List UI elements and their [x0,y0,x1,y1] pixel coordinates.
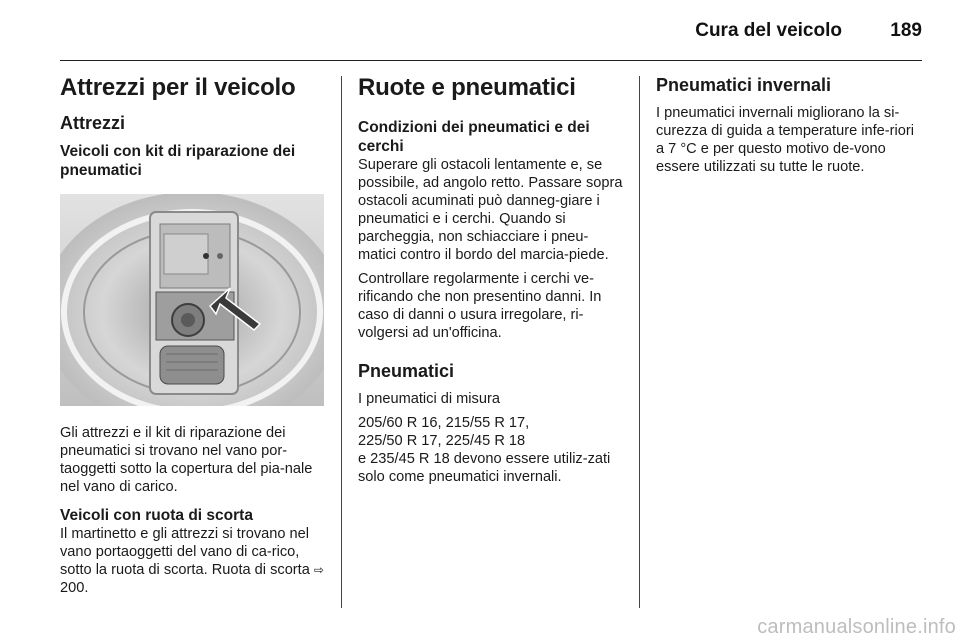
heading-tyre-rim-condition: Condizioni dei pneumatici e dei cerchi [358,119,590,155]
heading-winter-tyres: Pneumatici invernali [656,75,832,95]
page-number: 189 [890,20,922,41]
page-reference-link[interactable]: 200. [60,580,89,596]
header-divider [60,60,922,61]
repair-kit-location-text: Gli attrezzi e il kit di riparazione dei pneumatici si trovano nel vano por-taoggetti sotto la copertura del pia-nale nel vano di carico. [60,425,313,495]
cargo-floor-drawing [60,194,324,406]
heading-tyres: Pneumatici [358,361,455,381]
heading-spare-wheel-vehicles: Veicoli con ruota di scorta [60,507,253,524]
tyre-sizes-line-1: 205/60 R 16, 215/55 R 17, [358,415,530,431]
heading-wheels-tyres: Ruote e pneumatici [358,74,576,101]
column-divider-2 [639,76,640,608]
spare-wheel-text: Il martinetto e gli attrezzi si trovano nel vano portaoggetti del vano di ca-rico, sotto la ruota di scorta. Ruota di scorta [60,526,314,578]
tool-storage-illustration [60,194,324,406]
tyre-condition-paragraph-2: Controllare regolarmente i cerchi ve-rificando che non presentino danni. In caso di danni o usura irregolare, ri-volgersi ad un'officina. [358,271,602,341]
column-2 [358,74,624,492]
heading-tools: Attrezzi [60,113,126,133]
column-1 [60,74,326,603]
tyre-sizes-line-2: 225/50 R 17, 225/45 R 18 [358,433,526,449]
spare-wheel-location-text [60,525,326,597]
tyre-condition-paragraph-1: Superare gli ostacoli lentamente e, se possibile, ad angolo retto. Passare sopra ostacoli acuminati può danneg-giare i pneumatici e i cerchi. Quando si parcheggia, non schiacciare i pneu-matici contro il bordo del marcia-piede. [358,157,623,263]
tyre-sizes-line-3: e 235/45 R 18 devono essere utiliz-zati solo come pneumatici invernali. [358,451,611,485]
page-reference-icon: ⇨ [313,563,324,577]
heading-vehicle-tools: Attrezzi per il veicolo [60,74,296,101]
page-header [0,0,960,62]
section-title: Cura del veicolo [695,20,842,41]
site-watermark: carmanualsonline.info [757,616,956,638]
column-3 [656,74,922,182]
column-divider-1 [341,76,342,608]
tyre-sizes-list [358,414,624,486]
winter-tyres-paragraph: I pneumatici invernali migliorano la si-curezza di guida a temperature infe-riori a 7 °C e per questo motivo de-vono essere utilizzati su tutte le ruote. [656,105,914,175]
tyre-sizes-intro: I pneumatici di misura [358,391,500,407]
heading-repair-kit-vehicles: Veicoli con kit di riparazione dei pneumatici [60,143,296,179]
